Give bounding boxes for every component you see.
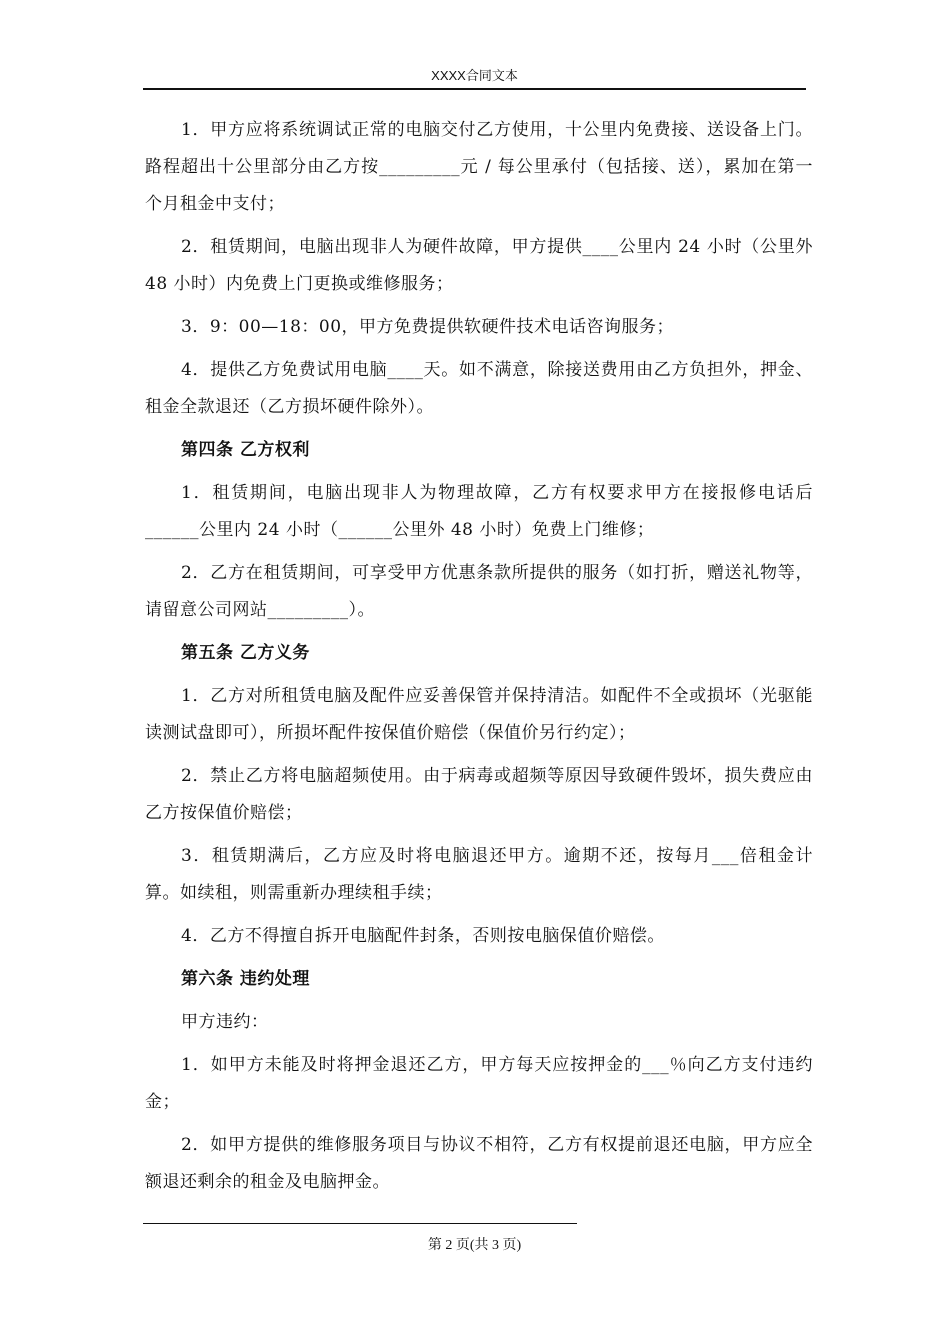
article-5-heading: 第五条 乙方义务 xyxy=(181,643,310,663)
article-5-item-4: 4．乙方不得擅自拆开电脑配件封条，否则按电脑保值价赔偿。 xyxy=(181,926,665,946)
article-6-item-1: 1．如甲方未能及时将押金退还乙方，甲方每天应按押金的___％向乙方支付违约金； xyxy=(145,1055,813,1112)
clause-3-item-4: 4．提供乙方免费试用电脑____天。如不满意，除接送费用由乙方负担外，押金、租金全款退还（乙方损坏硬件除外）。 xyxy=(145,360,813,417)
article-4-item-2: 2．乙方在租赁期间，可享受甲方优惠条款所提供的服务（如打折，赠送礼物等，请留意公司网站_________）。 xyxy=(145,563,813,620)
clause-3-item-3: 3．9：00—18：00，甲方免费提供软硬件技术电话咨询服务； xyxy=(181,317,675,337)
document-header-title: XXXX合同文本 xyxy=(431,68,518,83)
article-5-item-1: 1．乙方对所租赁电脑及配件应妥善保管并保持清洁。如配件不全或损坏（光驱能读测试盘即可），所损坏配件按保值价赔偿（保值价另行约定）； xyxy=(145,686,813,743)
party-a-breach-label: 甲方违约： xyxy=(181,1012,269,1032)
article-4-item-1: 1．租赁期间，电脑出现非人为物理故障，乙方有权要求甲方在接报修电话后______公里内 24 小时（______公里外 48 小时）免费上门维修； xyxy=(145,483,813,540)
article-4-heading: 第四条 乙方权利 xyxy=(181,440,310,460)
page-number: 第 2 页(共 3 页) xyxy=(427,1238,522,1253)
article-5-item-3: 3．租赁期满后，乙方应及时将电脑退还甲方。逾期不还，按每月___倍租金计算。如续租，则需重新办理续租手续； xyxy=(145,846,813,903)
article-5-item-2: 2．禁止乙方将电脑超频使用。由于病毒或超频等原因导致硬件毁坏，损失费应由乙方按保值价赔偿； xyxy=(145,766,813,823)
article-6-heading: 第六条 违约处理 xyxy=(181,969,310,989)
document-body xyxy=(145,112,813,1201)
footer-divider xyxy=(143,1223,577,1224)
clause-3-item-1: 1．甲方应将系统调试正常的电脑交付乙方使用，十公里内免费接、送设备上门。路程超出十公里部分由乙方按_________元 / 每公里承付（包括接、送），累加在第一个月租金中支付； xyxy=(145,120,813,214)
article-6-item-2: 2．如甲方提供的维修服务项目与协议不相符，乙方有权提前退还电脑，甲方应全额退还剩余的租金及电脑押金。 xyxy=(145,1135,813,1192)
header-divider xyxy=(143,88,806,90)
clause-3-item-2: 2．租赁期间，电脑出现非人为硬件故障，甲方提供____公里内 24 小时（公里外 48 小时）内免费上门更换或维修服务； xyxy=(145,237,813,294)
